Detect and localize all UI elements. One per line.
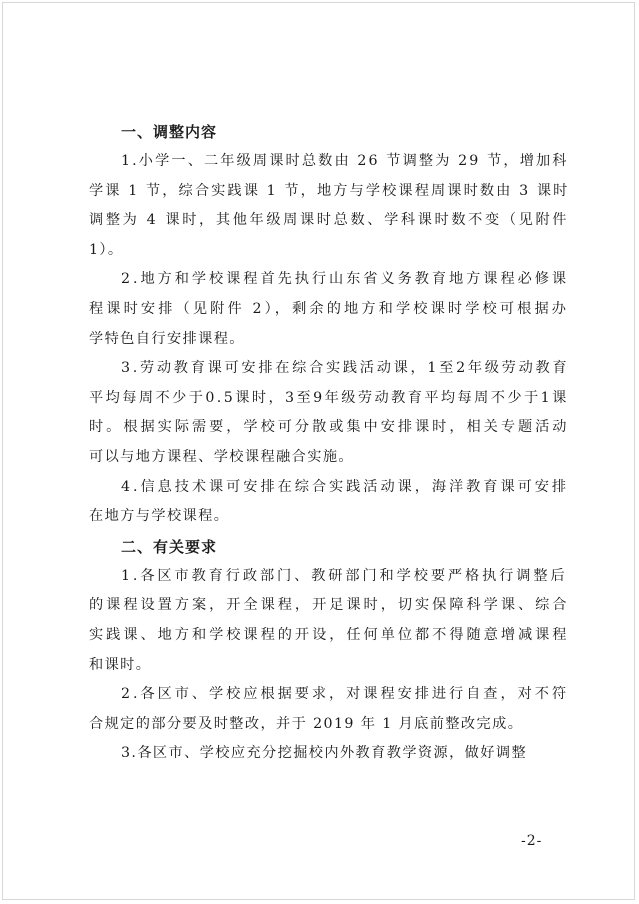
paragraph-line: 3.劳动教育课可安排在综合实践活动课，1至2年级劳动教育 (121, 360, 570, 377)
paragraph-line: 1）。 (89, 241, 124, 258)
paragraph (89, 562, 569, 680)
paragraph-line: 在地方与学校课程。 (89, 508, 230, 525)
paragraph-line: 的课程设置方案，开全课程，开足课时，切实保障科学课、综合 (89, 597, 570, 614)
page-number: -2- (521, 833, 543, 849)
document-body (89, 117, 569, 769)
paragraph-line: 和课时。 (89, 656, 152, 673)
paragraph-line: 学特色自行安排课程。 (89, 330, 245, 347)
paragraph (89, 739, 569, 769)
paragraph-line: 时。根据实际需要，学校可分散或集中安排课时，相关专题活动 (89, 419, 570, 436)
paragraph-line: 调整为 4 课时，其他年级周课时总数、学科课时数不变（见附件 (89, 212, 570, 229)
paragraph-line: 实践课、地方和学校课程的开设，任何单位都不得随意增减课程 (89, 626, 570, 643)
paragraph-line: 3.各区市、学校应充分挖掘校内外教育教学资源，做好调整 (121, 745, 528, 762)
paragraph (89, 147, 569, 265)
document-page (2, 2, 635, 900)
paragraph-line: 2.各区市、学校应根据要求，对课程安排进行自查，对不符 (121, 686, 570, 703)
paragraph-line: 程课时安排（见附件 2），剩余的地方和学校课时学校可根据办 (89, 300, 570, 317)
paragraph-line: 可以与地方课程、学校课程融合实施。 (89, 448, 354, 465)
paragraph (89, 354, 569, 472)
section-heading: 一、调整内容 (121, 123, 218, 141)
paragraph-line: 学课 1 节，综合实践课 1 节，地方与学校课程周课时数由 3 课时 (89, 182, 570, 199)
paragraph-line: 2.地方和学校课程首先执行山东省义务教育地方课程必修课 (121, 271, 570, 288)
paragraph-line: 合规定的部分要及时整改，并于 2019 年 1 月底前整改完成。 (89, 715, 524, 732)
paragraph-line: 1.各区市教育行政部门、教研部门和学校要严格执行调整后 (121, 567, 568, 584)
paragraph-line: 4.信息技术课可安排在综合实践活动课，海洋教育课可安排 (121, 478, 570, 495)
paragraph (89, 680, 569, 739)
paragraph (89, 265, 569, 354)
section-heading: 二、有关要求 (121, 537, 218, 556)
paragraph (89, 473, 569, 532)
paragraph-line: 1.小学一、二年级周课时总数由 26 节调整为 29 节，增加科 (121, 153, 569, 169)
paragraph-line: 平均每周不少于0.5课时，3至9年级劳动教育平均每周不少于1课 (89, 389, 569, 406)
